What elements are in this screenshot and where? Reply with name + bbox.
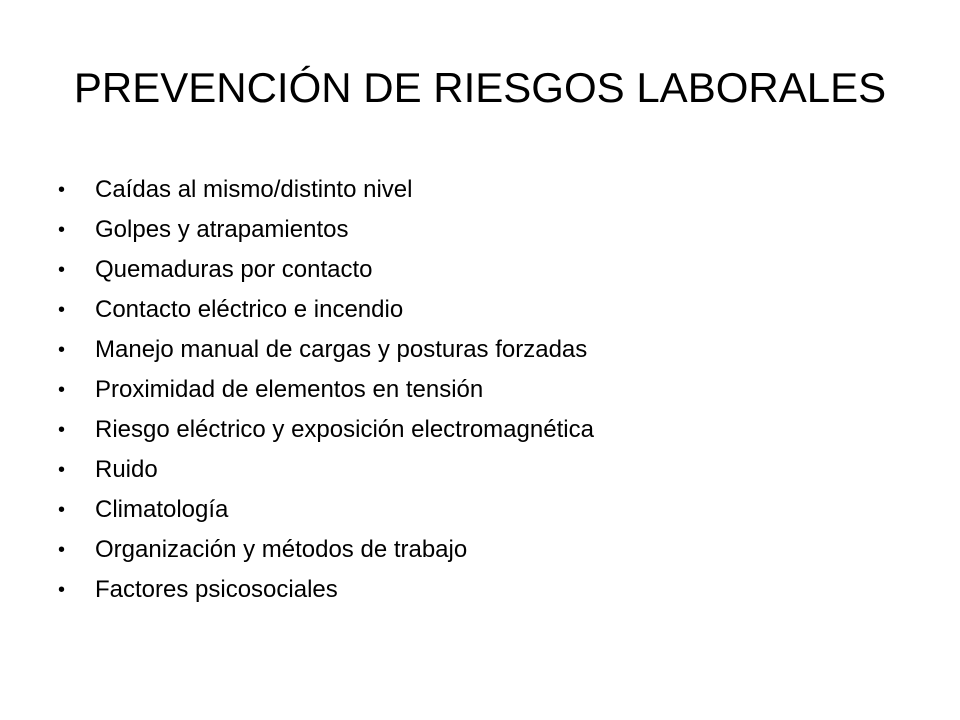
bullet-icon: • xyxy=(58,499,66,521)
list-item-text: Proximidad de elementos en tensión xyxy=(95,376,484,403)
list-item-text: Quemaduras por contacto xyxy=(95,256,373,283)
bullet-icon: • xyxy=(58,339,66,361)
bullet-icon: • xyxy=(58,259,66,281)
list-item-text: Factores psicosociales xyxy=(95,576,338,603)
list-item-text: Contacto eléctrico e incendio xyxy=(95,296,404,323)
list-item-text: Climatología xyxy=(95,496,229,523)
list-item-text: Golpes y atrapamientos xyxy=(95,216,349,243)
list-item-text: Manejo manual de cargas y posturas forzadas xyxy=(95,336,588,363)
bullet-icon: • xyxy=(58,379,66,401)
bullet-icon: • xyxy=(58,459,66,481)
list-item-text: Caídas al mismo/distinto nivel xyxy=(95,176,413,203)
bullet-icon: • xyxy=(58,219,66,241)
bullet-icon: • xyxy=(58,419,66,441)
list-item-text: Ruido xyxy=(95,456,158,483)
bullet-icon: • xyxy=(58,179,66,201)
bullet-icon: • xyxy=(58,579,66,601)
slide-title: PREVENCIÓN DE RIESGOS LABORALES xyxy=(73,64,887,111)
list-item-text: Organización y métodos de trabajo xyxy=(95,536,468,563)
bullet-icon: • xyxy=(58,299,66,321)
list-item-text: Riesgo eléctrico y exposición electromagnética xyxy=(95,416,594,443)
bullet-icon: • xyxy=(58,539,66,561)
